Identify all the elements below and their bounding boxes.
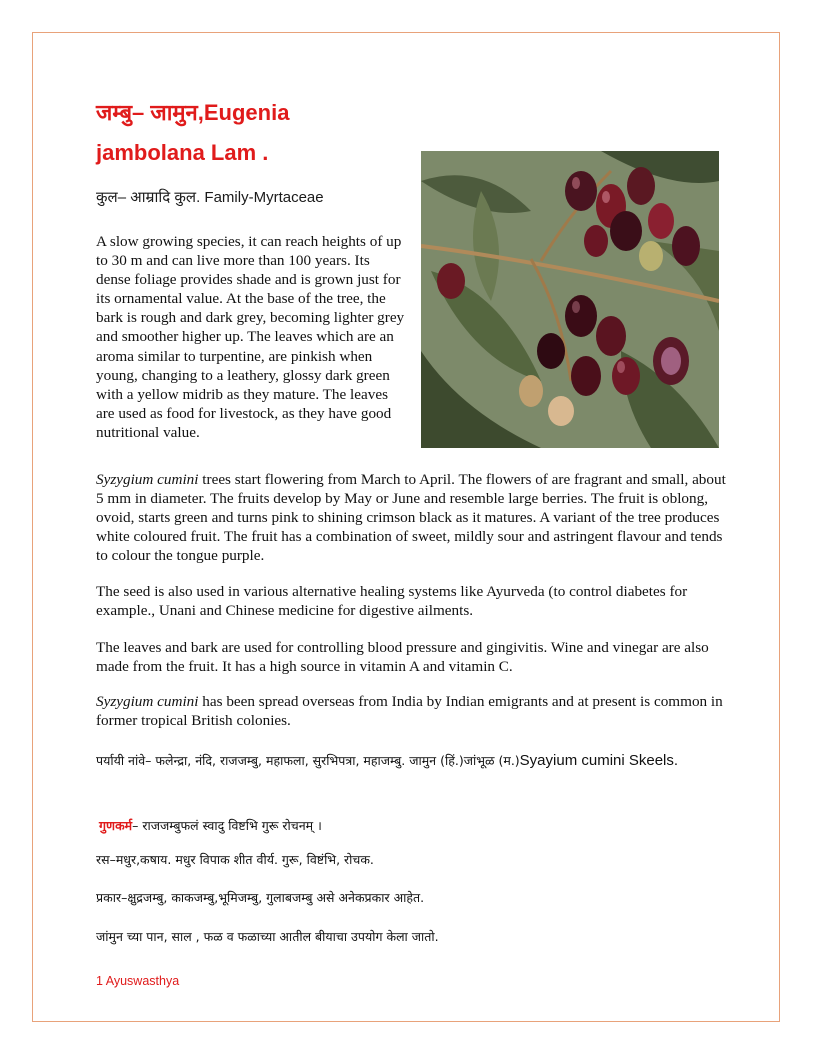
leaves-bark-paragraph: The leaves and bark are used for controlling blood pressure and gingivitis. Wine and vinegar are also made from the fruit. It has a high source in vitamin A and vitamin C. — [96, 639, 709, 676]
flowering-text: trees start flowering from March to April. The flowers of are fragrant and small, about 5 mm in diameter. The fruits develop by May or June and resemble large berries. The fruit is oblong, ovoid, starts green and turns pink to shining crimson black as it matures. A variant of the tree produces white coloured fruit. The fruit has a combination of sweet, mildly sour and astringent flavour and tends to colour the tongue purple. — [96, 471, 726, 565]
gunkarma-line — [96, 817, 726, 835]
spread-text: has been spread overseas from India by Indian emigrants and at present is common in former tropical British colonies. — [96, 693, 723, 730]
gunkarma-text: – राजजम्बुफलं स्वादु विष्टभि गुरू रोचनम् । — [132, 818, 322, 833]
page-footer: 1 Ayuswasthya — [96, 974, 180, 988]
family-line: कुल– आम्रादि कुल. Family-Myrtaceae — [96, 189, 324, 206]
intro-paragraph: A slow growing species, it can reach heights of up to 30 m and can live more than 100 years. Its dense foliage provides shade and is grown just for its ornamental value. At the base of the tree, the bark is rough and dark grey, becoming lighter grey and smoother higher up. The leaves which are an aroma similar to turpentine, are pinkish when young, changing to a leathery, glossy dark green with a yellow midrib as they mature. The leaves are used as food for livestock, as they have good nutritional value. — [96, 233, 405, 441]
title-line-2: jambolana Lam . — [96, 140, 269, 165]
prakar-line: प्रकार–क्षुद्रजम्बु, काकजम्बु,भूमिजम्बु, गुलाबजम्बु असे अनेकप्रकार आहेत. — [96, 890, 425, 905]
uses-line: जांमुन च्या पान, साल , फळ व फळाच्या आतील बीयाचा उपयोग केला जातो. — [96, 929, 439, 944]
synonyms-line — [96, 748, 726, 774]
flowering-paragraph — [96, 470, 726, 565]
species-name-italic: Syzygium cumini — [96, 693, 199, 710]
gunkarma-label: गुणकर्म — [99, 818, 133, 833]
species-name-italic: Syzygium cumini — [96, 471, 199, 488]
synonyms-devanagari: पर्यायी नांवे– फलेन्द्रा, नंदि, राजजम्बु, महाफला, सुरभिपत्रा, महाजम्बु. जामुन (हिं.)जांभूळ (म.) — [96, 753, 520, 768]
spread-paragraph — [96, 692, 726, 730]
seed-paragraph: The seed is also used in various alternative healing systems like Ayurveda (to control diabetes for example., Unani and Chinese medicine for digestive ailments. — [96, 583, 688, 620]
jamun-fruit-branch-photo — [421, 151, 719, 448]
synonyms-latin: Syayium cumini Skeels. — [519, 752, 679, 769]
title-line-1: जम्बु– जामुन,Eugenia — [96, 100, 290, 125]
rasa-line: रस–मधुर,कषाय. मधुर विपाक शीत वीर्य. गुरू, विष्टंभि, रोचक. — [96, 852, 374, 867]
